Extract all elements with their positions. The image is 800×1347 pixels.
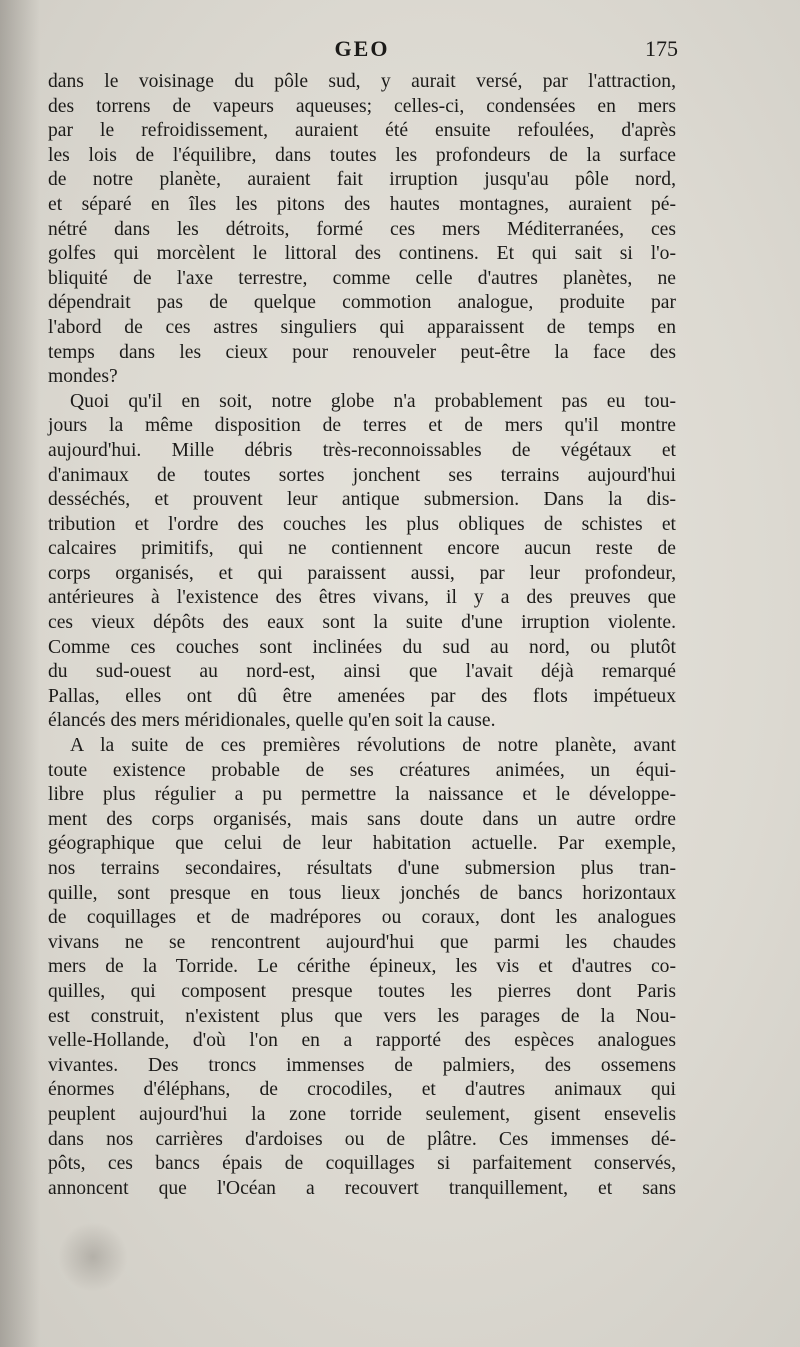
text-line: Pallas, elles ont dû être amenées par des flots impétueux xyxy=(48,685,676,707)
text-line: pôts, ces bancs épais de coquillages si parfaitement conservés, xyxy=(48,1153,676,1175)
text-line: quille, sont presque en tous lieux jonchés de bancs horizontaux xyxy=(48,882,676,904)
text-line: desséchés, et prouvent leur antique submersion. Dans la dis- xyxy=(48,489,676,511)
text-line: annoncent que l'Océan a recouvert tranquillement, et sans xyxy=(48,1177,676,1199)
text-line: jours la même disposition de terres et de mers qu'il montre xyxy=(48,415,676,437)
text-line: vivans ne se rencontrent aujourd'hui que parmi les chaudes xyxy=(48,931,676,953)
text-line: par le refroidissement, auraient été ensuite refoulées, d'après xyxy=(48,120,676,142)
paragraph-end-line: mondes? xyxy=(48,366,118,388)
text-line: bliquité de l'axe terrestre, comme celle d'autres planètes, ne xyxy=(48,267,676,289)
gutter-shadow xyxy=(0,0,40,1347)
text-line: tribution et l'ordre des couches les plus obliques de schistes et xyxy=(48,513,676,535)
text-line: mers de la Torride. Le cérithe épineux, les vis et d'autres co- xyxy=(48,956,676,978)
running-head: GEO xyxy=(334,36,390,61)
text-line: géographique que celui de leur habitation actuelle. Par exemple, xyxy=(48,833,676,855)
text-line: quilles, qui composent presque toutes les pierres dont Paris xyxy=(48,980,676,1002)
text-line: les lois de l'équilibre, dans toutes les profondeurs de la surface xyxy=(48,144,676,166)
text-line: d'animaux de toutes sortes jonchent ses terrains aujourd'hui xyxy=(48,464,676,486)
text-line: et séparé en îles les pitons des hautes montagnes, auraient pé- xyxy=(48,193,676,215)
text-line: temps dans les cieux pour renouveler peut-être la face des xyxy=(48,341,676,363)
text-line: aujourd'hui. Mille débris très-reconnoissables de végétaux et xyxy=(48,439,676,461)
paragraph-start-line: A la suite de ces premières révolutions de notre planète, avant xyxy=(70,735,676,757)
text-line: velle-Hollande, d'où l'on en a rapporté des espèces analogues xyxy=(48,1030,676,1052)
text-line: ment des corps organisés, mais sans doute dans un autre ordre xyxy=(48,808,676,830)
text-line: dépendrait pas de quelque commotion analogue, produite par xyxy=(48,292,676,314)
text-line: de notre planète, auraient fait irruption jusqu'au pôle nord, xyxy=(48,169,676,191)
text-line: l'abord de ces astres singuliers qui apparaissent de temps en xyxy=(48,316,676,338)
paragraph-end-line: élancés des mers méridionales, quelle qu'en soit la cause. xyxy=(48,710,496,732)
text-line: Comme ces couches sont inclinées du sud au nord, ou plutôt xyxy=(48,636,676,658)
text-line: vivantes. Des troncs immenses de palmiers, des ossemens xyxy=(48,1054,676,1076)
text-line: des torrens de vapeurs aqueuses; celles-ci, condensées en mers xyxy=(48,95,676,117)
page-number: 175 xyxy=(645,36,678,61)
text-line: golfes qui morcèlent le littoral des continens. Et qui sait si l'o- xyxy=(48,243,676,265)
text-line: toute existence probable de ses créatures animées, un équi- xyxy=(48,759,676,781)
text-line: libre plus régulier a pu permettre la naissance et le développe- xyxy=(48,784,676,806)
ink-smudge xyxy=(58,1222,128,1292)
text-line: antérieures à l'existence des êtres vivans, il y a des preuves que xyxy=(48,587,676,609)
text-line: ces vieux dépôts des eaux sont la suite d'une irruption violente. xyxy=(48,612,676,634)
page-header xyxy=(48,36,676,68)
text-line: de coquillages et de madrépores ou coraux, dont les analogues xyxy=(48,907,676,929)
text-line: nos terrains secondaires, résultats d'une submersion plus tran- xyxy=(48,858,676,879)
text-line: peuplent aujourd'hui la zone torride seulement, gisent ensevelis xyxy=(48,1103,676,1125)
text-line: calcaires primitifs, qui ne contiennent encore aucun reste de xyxy=(48,538,676,560)
text-line: dans le voisinage du pôle sud, y aurait versé, par l'attraction, xyxy=(48,71,676,92)
text-line: corps organisés, et qui paraissent aussi, par leur profondeur, xyxy=(48,562,676,584)
text-line: du sud-ouest au nord-est, ainsi que l'avait déjà remarqué xyxy=(48,661,676,683)
text-line: nétré dans les détroits, formé ces mers Méditerranées, ces xyxy=(48,218,676,240)
text-line: dans nos carrières d'ardoises ou de plâtre. Ces immenses dé- xyxy=(48,1128,676,1150)
text-line: énormes d'éléphans, de crocodiles, et d'autres animaux qui xyxy=(48,1079,676,1101)
body-text xyxy=(48,70,676,1201)
text-line: est construit, n'existent plus que vers les parages de la Nou- xyxy=(48,1005,676,1027)
paragraph-start-line: Quoi qu'il en soit, notre globe n'a probablement pas eu tou- xyxy=(70,390,676,412)
